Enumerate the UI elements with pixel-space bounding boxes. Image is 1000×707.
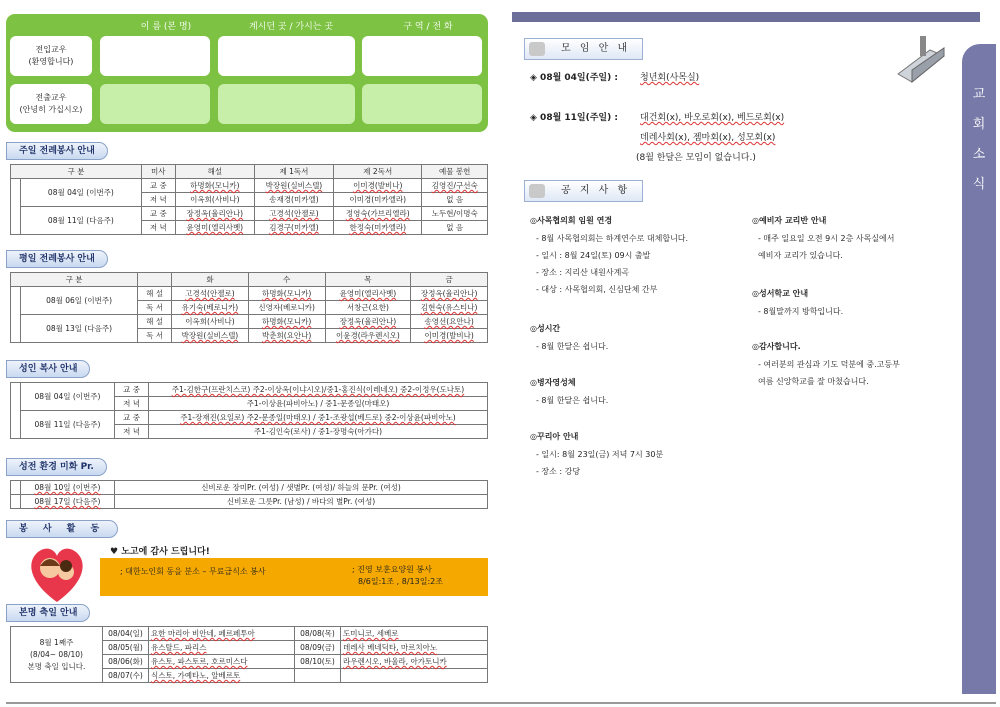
notice-4-line: - 장소 : 강당 bbox=[536, 467, 581, 476]
service-right1: ; 진영 보훈요양원 봉사 bbox=[352, 565, 432, 574]
notice-7-title: ◎감사합니다. bbox=[752, 342, 801, 351]
section-sunday: 주일 전례봉사 안내 bbox=[6, 142, 108, 160]
notice-5-line: 예비자 교리가 있습니다. bbox=[758, 251, 843, 260]
register-header-name: 이 름 (본 명) bbox=[140, 22, 192, 32]
register-in-place[interactable] bbox=[218, 36, 355, 76]
register-out-contact[interactable] bbox=[362, 84, 482, 124]
bottom-divider bbox=[6, 702, 996, 704]
notice-2-title: ◎성시간 bbox=[530, 324, 561, 333]
env-table: 08월 10일 (이번주) 신비로운 장미Pr. (여성) / 샛별Pr. (여성)/ 하늘의 문Pr. (여성) 08월 17일 (다음주) 신비로운 그릇Pr. (남성) / 바다의 별Pr. (여성) bbox=[10, 480, 488, 509]
notice-1-title: ◎사목협의회 임원 연경 bbox=[530, 216, 613, 225]
notice-4-title: ◎꾸리아 안내 bbox=[530, 432, 579, 441]
notice-7-line: - 여러분의 관심과 기도 덕분에 중.고등부 bbox=[758, 360, 900, 369]
feast-table: 8월 1째주 (8/04~ 08/10) 본명 축일 입니다. 08/04(일) 요한 마리아 비안네, 페르페투아 08/08(목) 도미니코, 세베로 08/05(월) 유스탈드, 파리스 08/09(금) 데레사 베네딕타, 마르치아노 08/06(화) 유스토, 파스토르, 호르미스다 08/10(토) 라우렌시오, 바울라, 아가토니카 08/07(수) 식스토, 가예타노, 알베르토 bbox=[10, 626, 488, 683]
sidebar-church-news: 교 회 소 식 bbox=[962, 44, 996, 694]
meeting-2-date: ◈ 08월 11일(주일) : bbox=[530, 113, 618, 123]
register-row-in: 전입교우 (환영합니다) bbox=[10, 36, 92, 76]
register-in-contact[interactable] bbox=[362, 36, 482, 76]
meeting-1-date: ◈ 08월 04일(주일) : bbox=[530, 73, 618, 83]
register-box bbox=[6, 14, 488, 132]
meeting-2-line3: (8월 한달은 모임이 없습니다.) bbox=[636, 153, 756, 163]
section-feast: 본명 축일 안내 bbox=[6, 604, 90, 622]
meeting-header: 모 임 안 내 bbox=[524, 38, 643, 60]
mailbox-icon bbox=[890, 30, 948, 88]
top-bar bbox=[512, 12, 980, 22]
weekday-table: 구 분 화 수 목 금 08월 06일 (이번주) 해 설 고경석(안젤로) 하명화(모니카) 윤영미(엘리사벳) 장정옥(율리안나) 독 서 유기숙(베로니카) 신영자(베로니카) 서창근(요한) 김현숙(유스티나) 08월 13일 (다음주) 해 설 이옥희(사비나) 하명화(모니카) 장정옥(율리안나) 송영선(요안나) 독 서 박장원(실비스텔) 박춘희(요안나) 이윤경(라우렌시오) 이미경(발비나) bbox=[10, 272, 488, 343]
person-icon bbox=[529, 184, 545, 198]
service-right2: 8/6일:1조 , 8/13일:2조 bbox=[358, 577, 443, 586]
section-service: 봉 사 활 동 bbox=[6, 520, 118, 538]
meeting-2-line2: 데레사회(x), 젬마회(x), 성모회(x) bbox=[640, 133, 776, 143]
notice-1-line: - 일시 : 8월 24일(토) 09시 출발 bbox=[536, 251, 651, 260]
notice-6-line: - 8월말까지 방학입니다. bbox=[758, 307, 844, 316]
thanks-text: ♥ 노고에 감사 드립니다! bbox=[110, 547, 210, 557]
notice-6-title: ◎성서학교 안내 bbox=[752, 289, 809, 298]
notice-3-title: ◎병자영성체 bbox=[530, 378, 576, 387]
notice-1-line: - 대상 : 사목협의회, 신심단체 간부 bbox=[536, 285, 658, 294]
section-env: 성전 환경 미화 Pr. bbox=[6, 458, 107, 476]
register-in-name[interactable] bbox=[100, 36, 210, 76]
meeting-1-text: 청년회(사목실) bbox=[640, 73, 700, 83]
register-out-place[interactable] bbox=[218, 84, 355, 124]
volunteer-heart-illustration bbox=[24, 540, 90, 606]
notice-1-line: - 장소 : 지리산 내원사계곡 bbox=[536, 268, 630, 277]
sunday-table: 구 분 미사 해설 제 1독서 제 2독서 예물 봉헌 08월 04일 (이번주) 교 중 하명화(모니카) 박장원(실비스텔) 이미경(발비나) 김영진/구선숙 저 녁 이옥희(사비나) 송재경(미카엘) 이미경(미카엘라) 없 음 08월 11일 (다음주) 교 중 장정옥(율리안나) 고경석(안젤로) 정영숙(가브리엘라) 노두현/이명숙 저 녁 윤영미(엘리사벳) 김경구(미카엘) 한정숙(미카엘라) 없 음 bbox=[10, 164, 488, 235]
notice-5-title: ◎예비자 교리반 안내 bbox=[752, 216, 827, 225]
service-left: ; 대한노인회 동을 분소 – 무료급식소 봉사 bbox=[120, 567, 266, 576]
notice-5-line: - 매주 일요일 오전 9시 2층 사목실에서 bbox=[758, 234, 895, 243]
notice-1-line: - 8월 사목협의회는 하계연수로 대체합니다. bbox=[536, 234, 689, 243]
notice-3-line: - 8월 한달은 쉽니다. bbox=[536, 396, 609, 405]
register-row-out: 전출교우 (안녕히 가십시오) bbox=[10, 84, 92, 124]
notice-4-line: - 일시: 8월 23일(금) 저녁 7시 30분 bbox=[536, 450, 664, 459]
notice-header: 공 지 사 항 bbox=[524, 180, 643, 202]
register-out-name[interactable] bbox=[100, 84, 210, 124]
person-icon bbox=[529, 42, 545, 56]
section-weekday: 평일 전례봉사 안내 bbox=[6, 250, 108, 268]
register-header-contact: 구 역 / 전 화 bbox=[403, 22, 453, 32]
meeting-2-line1: 대건회(x), 바오로회(x), 베드로회(x) bbox=[640, 113, 785, 123]
register-header-place: 계시던 곳 / 가시는 곳 bbox=[248, 22, 334, 32]
adult-table: 08월 04일 (이번주) 교 중 주1-김한구(프란치스코) 주2-이상옥(이냐시오)/중1-홍진식(이레네오) 중2-이정우(도나토) 저 녁 주1-이상윤(파비아노) / 중1-문종일(마태오) 08월 11일 (다음주) 교 중 주1-장재진(요일로) 주2-문종일(마태오) / 중1-조광섭(베드로) 중2-이상윤(파비아노) 저 녁 주1-김인숙(로사) / 중1-장명숙(아가다) bbox=[10, 382, 488, 439]
notice-7-line: 여름 신앙학교를 잘 마쳤습니다. bbox=[758, 377, 869, 386]
service-banner bbox=[100, 544, 488, 596]
notice-2-line: - 8월 한달은 쉽니다. bbox=[536, 342, 609, 351]
section-adult: 성인 복사 안내 bbox=[6, 360, 90, 378]
